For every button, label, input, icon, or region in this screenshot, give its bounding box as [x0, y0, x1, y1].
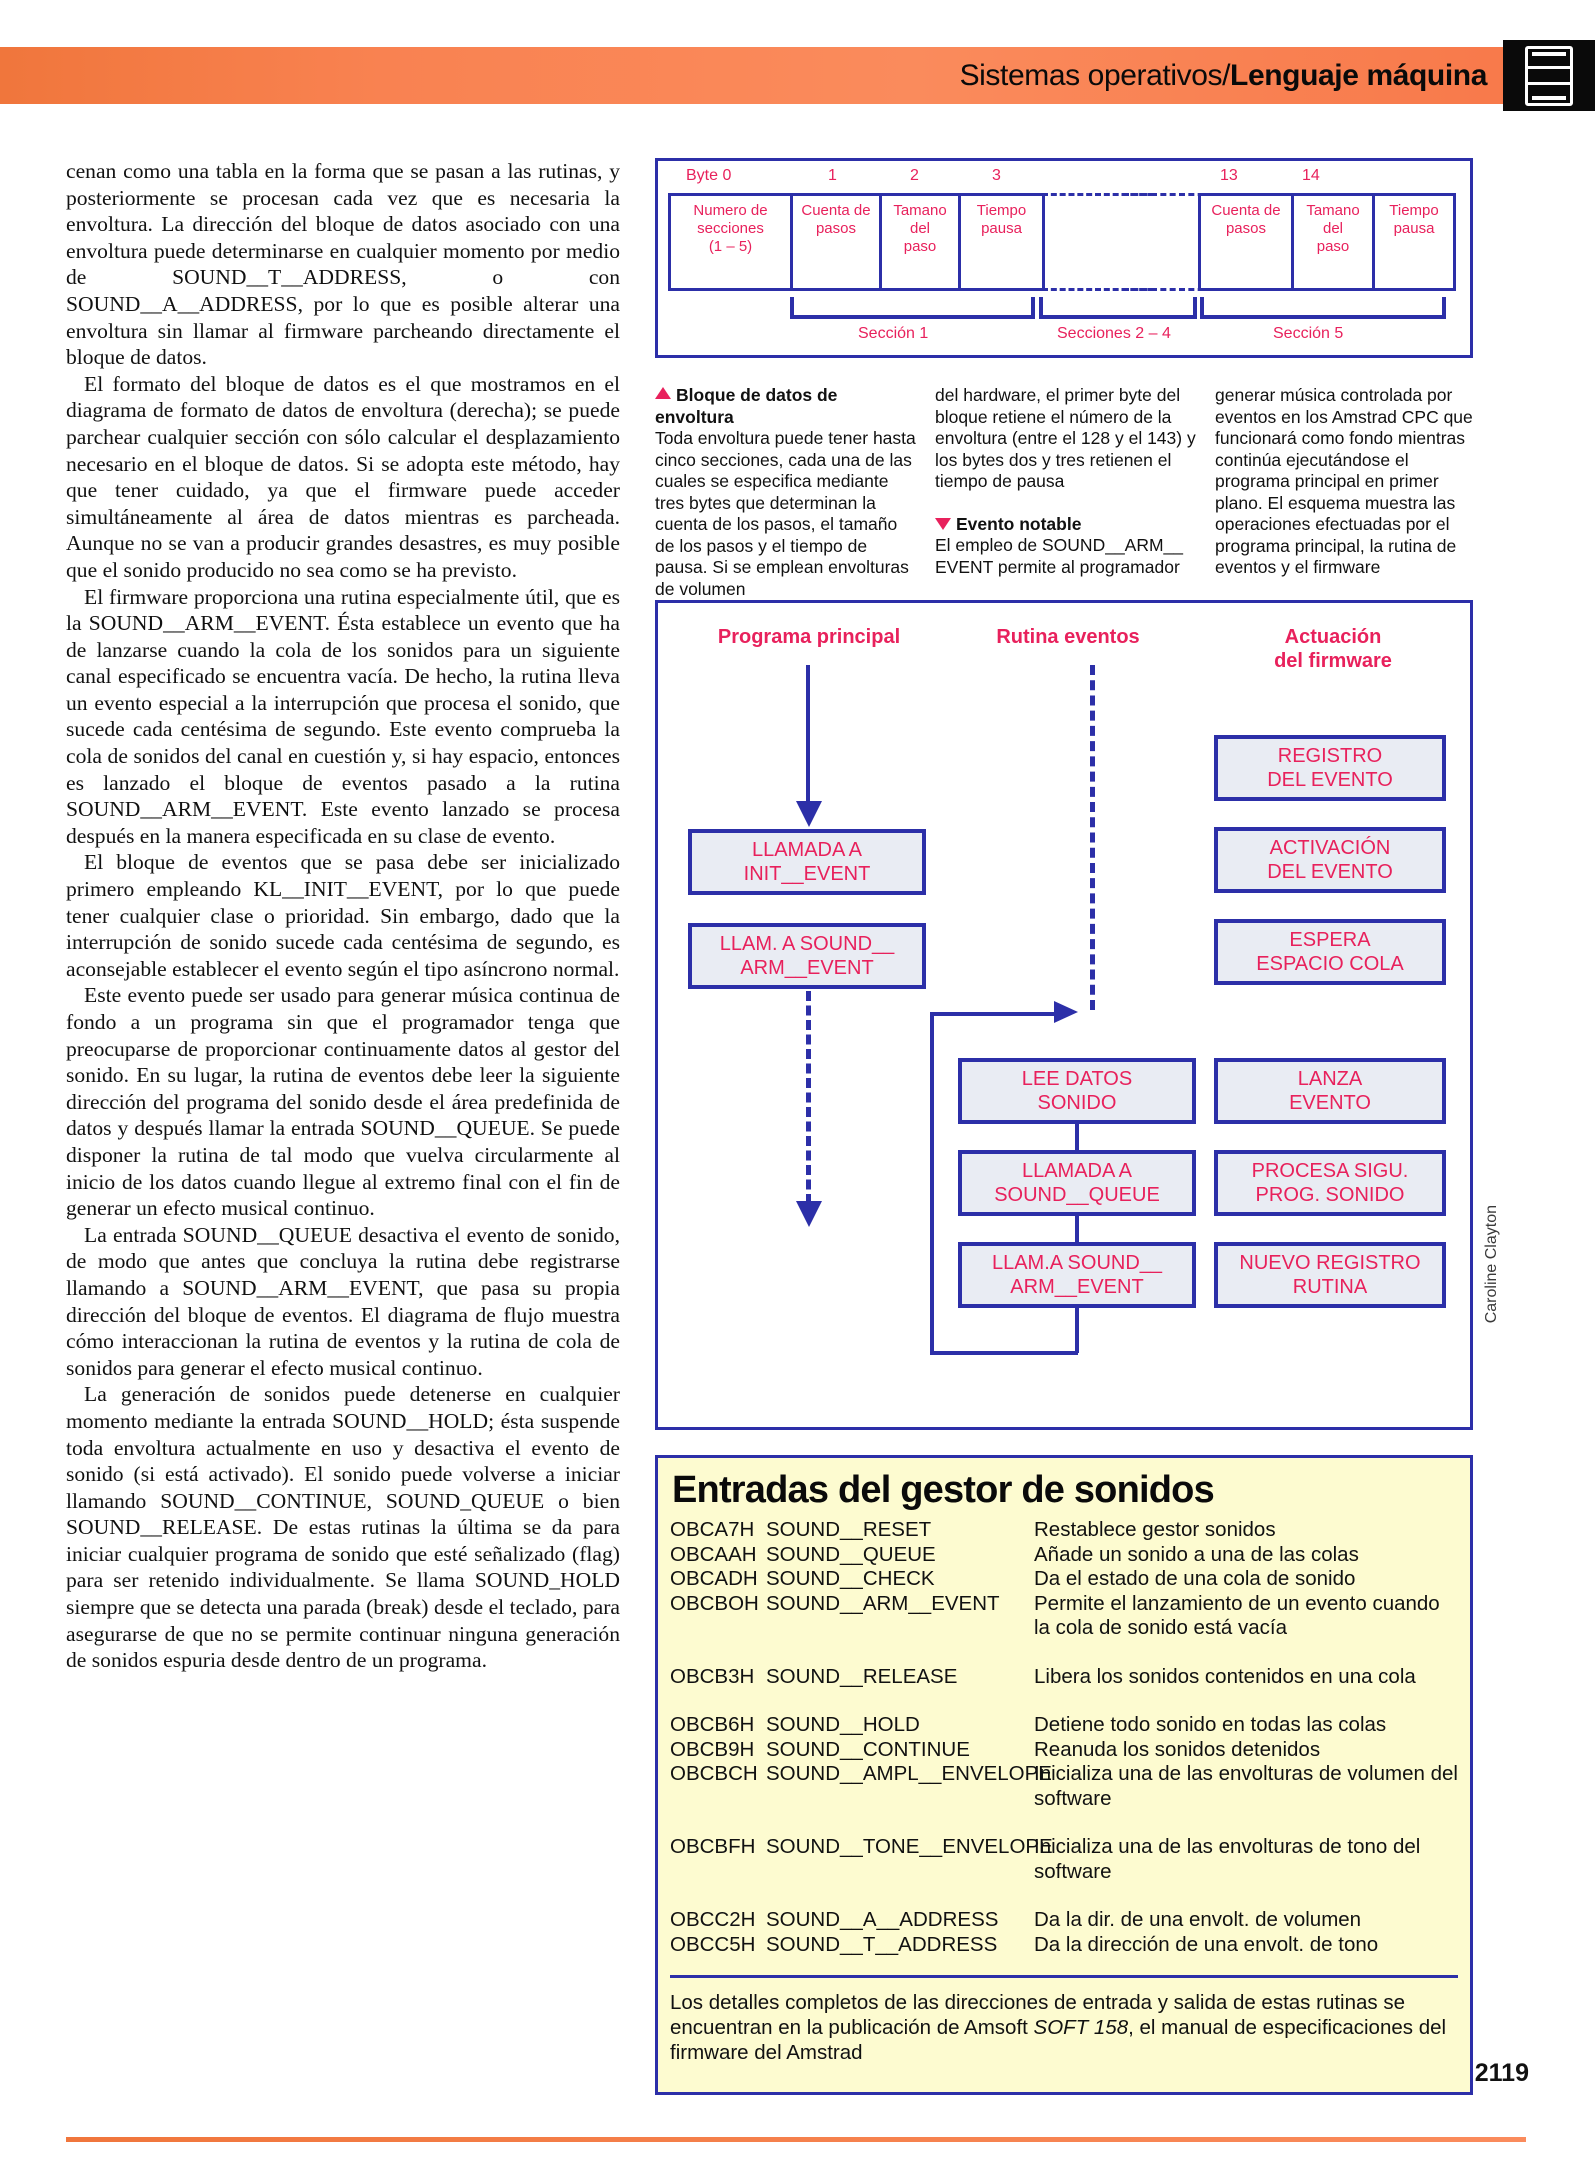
entry-address: OBCC2H: [670, 1908, 756, 1931]
table-row: [670, 1713, 1458, 1738]
flow-box-llam-sound-arm-event: LLAM. A SOUND__ ARM__EVENT: [688, 923, 926, 989]
section-label-5: Sección 5: [1273, 325, 1344, 342]
entry-name: SOUND__ARM__EVENT: [766, 1591, 1000, 1615]
entry-name: SOUND__A__ADDRESS: [766, 1908, 999, 1931]
main-flow-arrow-1: [796, 801, 822, 827]
caption-column-3: [1215, 385, 1477, 600]
article-paragraph: Este evento puede ser usado para generar música continua de fondo a un programa sin que el programador tenga que preocuparse de proporcionar continuamente datos al gestor del sonido. En su lugar, la rutina de eventos debe leer la siguiente dirección del programa del sonido desde el área predefinida de datos y después llamar la entrada SOUND__QUEUE. Se puede disponer la rutina de tal modo que vuelva circularmente al inicio de los datos cuando llegue al extremo final con el fin de generar un efecto musical continuo.: [66, 983, 620, 1221]
figure-captions: [655, 385, 1480, 600]
byte-cell-13: Cuenta de pasos: [1198, 193, 1294, 291]
byte-index-labels: [658, 167, 1470, 193]
header-title-section: Sistemas operativos/: [959, 59, 1231, 92]
byte-cell-2: Tamano del paso: [879, 193, 961, 291]
flow-box-lee-datos-sonido: LEE DATOS SONIDO: [958, 1058, 1196, 1124]
flow-heading-firmware: Actuación del firmware: [1274, 626, 1392, 672]
entry-address: OBCB9H: [670, 1737, 755, 1761]
byte-cell-3: Tiempo pausa: [958, 193, 1045, 291]
header-title-subject: Lenguaje máquina: [1230, 59, 1487, 92]
article-paragraph: La entrada SOUND__QUEUE desactiva el evento de sonido, de modo que antes que concluya la rutina debe registrarse llamando a SOUND__ARM__EVENT, que pasa su propia dirección del bloque de eventos. El diagrama de flujo muestra cómo interaccionan la rutina de eventos y la rutina de cola de sonidos para generar el efecto musical continuo.: [66, 1222, 620, 1380]
triangle-up-icon: [655, 387, 671, 399]
triangle-down-icon: [935, 518, 951, 530]
entry-address: OBCB6H: [670, 1713, 755, 1736]
byte-label: 2: [910, 167, 919, 184]
flow-box-llam-sound-arm-event-2: LLAM.A SOUND__ ARM__EVENT: [958, 1242, 1196, 1308]
event-loop-top-line: [930, 1012, 1058, 1016]
entries-table-note: [670, 1975, 1458, 2065]
entry-name: SOUND__RESET: [766, 1518, 932, 1541]
byte-cell-1: Cuenta de pasos: [790, 193, 882, 291]
table-row: [670, 1567, 1458, 1592]
entry-description: Añade un sonido a una de las colas: [1034, 1542, 1359, 1566]
entry-name: SOUND__T__ADDRESS: [766, 1932, 998, 1956]
entry-description: Da el estado de una cola de sonido: [1034, 1567, 1356, 1590]
table-row-spacer: [670, 1641, 1458, 1665]
table-row: [670, 1665, 1458, 1690]
entry-description: Da la dir. de una envolt. de volumen: [1034, 1908, 1362, 1931]
caption-1-body: Toda envoltura puede tener hasta cinco secciones, cada una de las cuales se especifica mediante tres bytes que determinan la cuenta de los pasos, el tamaño de los pasos y el tiempo de pausa. Si se emplean envolturas de volumen: [655, 428, 916, 599]
table-row: [670, 1592, 1458, 1641]
caption-1-heading-text: Bloque de datos de envoltura: [655, 385, 838, 427]
flow-box-procesa-sigu-prog-sonido: PROCESA SIGU. PROG. SONIDO: [1214, 1150, 1446, 1216]
flow-heading-main-program: Programa principal: [717, 626, 901, 648]
sections-2-4-brace: [1039, 297, 1197, 319]
table-row: [670, 1933, 1458, 1958]
entry-address: OBCA7H: [670, 1518, 755, 1541]
page-number: 2119: [1474, 2059, 1529, 2087]
flow-box-nuevo-registro-rutina: NUEVO REGISTRO RUTINA: [1214, 1242, 1446, 1308]
main-flow-arrow-2: [796, 1201, 822, 1227]
table-row: [670, 1908, 1458, 1933]
table-row: [670, 1835, 1458, 1884]
flow-box-llamada-init-event: LLAMADA A INIT__EVENT: [688, 829, 926, 895]
caption-2-gap: [935, 493, 1197, 514]
section-label-2-4: Secciones 2 – 4: [1057, 325, 1171, 342]
table-row-spacer: [670, 1689, 1458, 1713]
byte-label: 1: [828, 167, 837, 184]
caption-column-2: [935, 385, 1197, 600]
byte-label: 3: [992, 167, 1001, 184]
byte-cell-14: Tamano del paso: [1291, 193, 1375, 291]
amstrad-chip-logo-icon: [1503, 40, 1595, 111]
caption-2-body-top: del hardware, el primer byte del bloque retiene el número de la envoltura (entre el 128 y el 143) y los bytes dos y tres retienen el tiempo de pausa: [935, 385, 1196, 491]
table-row: [670, 1762, 1458, 1811]
illustration-credit: Caroline Clayton: [1483, 1205, 1500, 1324]
entry-address: OBCAAH: [670, 1542, 757, 1566]
entry-description: Permite el lanzamiento de un evento cuando la cola de sonido está vacía: [1034, 1591, 1440, 1639]
page-header-title: [960, 56, 1487, 96]
note-part-a: Los detalles completos de las direcciones de entrada y salida de estas rutinas se encuentran en la publicación de Amsoft: [670, 1991, 1406, 2039]
flow-box-lanza-evento: LANZA EVENTO: [1214, 1058, 1446, 1124]
sound-manager-entries-panel: [655, 1455, 1473, 2095]
chip-bar-bottom: [1532, 96, 1566, 100]
entry-address: OBCB3H: [670, 1664, 755, 1688]
entry-address: OBCBOH: [670, 1591, 759, 1615]
event-loop-left-line: [930, 1012, 934, 1355]
entry-name: SOUND__CHECK: [766, 1567, 935, 1590]
event-flow-connector-2: [1075, 1216, 1079, 1242]
event-loop-arrow: [1054, 1001, 1078, 1023]
byte-cell-0: Numero de secciones (1 – 5): [668, 193, 793, 291]
article-body: [66, 158, 620, 1674]
event-flow-connector-1: [1075, 1124, 1079, 1150]
entry-name: SOUND__AMPL__ENVELOPE: [766, 1762, 1052, 1785]
byte-label: Byte 0: [686, 167, 732, 184]
section-1-brace: [790, 297, 1035, 319]
table-row: [670, 1738, 1458, 1763]
event-loop-bottom-line: [930, 1351, 1078, 1355]
caption-column-1: [655, 385, 917, 600]
table-row: [670, 1518, 1458, 1543]
entry-name: SOUND__HOLD: [766, 1713, 920, 1736]
table-row-spacer: [670, 1811, 1458, 1835]
event-routine-dashed-separator: [1090, 665, 1095, 1010]
event-loop-down-line: [1075, 1308, 1079, 1353]
table-row: [670, 1543, 1458, 1568]
article-paragraph: El formato del bloque de datos es el que mostramos en el diagrama de formato de datos de envoltura (derecha); se puede parchear cualquier sección con sólo calcular el desplazamiento necesario en el bloque de datos. Si se adopta este método, hay que tener cuidado, ya que el firmware puede acceder simultáneamente al área de datos mientras es parcheada. Aunque no se van a producir grandes desastres, es muy posible que el sonido producido no sea como se ha previsto.: [66, 371, 620, 582]
entry-address: OBCBFH: [670, 1835, 756, 1858]
chip-bar-mid: [1528, 66, 1570, 85]
byte-cell-15: Tiempo pausa: [1372, 193, 1456, 291]
entry-description: Reanuda los sonidos detenidos: [1034, 1737, 1321, 1761]
flow-box-activacion-del-evento: ACTIVACIÓN DEL EVENTO: [1214, 827, 1446, 893]
article-paragraph: El firmware proporciona una rutina especialmente útil, que es la SOUND__ARM__EVENT. Ésta establece un evento que ha de lanzarse cuando la cola de los sonidos para un siguiente canal especificado se encuentra vacía. De hecho, la rutina lleva un evento especial a la interrupción que procesa el sonido, que sucede cada centésima de segundo. Este evento comprueba la cola de sonidos del canal en cuestión y, si hay espacio, entonces es lanzado el bloque de eventos pasado a la rutina SOUND__ARM__EVENT. Este evento lanzado se procesa después en la manera especificada en su clase de evento.: [66, 584, 620, 848]
flow-box-espera-espacio-cola: ESPERA ESPACIO COLA: [1214, 919, 1446, 985]
caption-2-body-bottom: El empleo de SOUND__ARM__ EVENT permite al programador: [935, 535, 1184, 577]
section-label-1: Sección 1: [858, 325, 929, 342]
entry-address: OBCC5H: [670, 1932, 756, 1956]
note-reference-title: SOFT 158: [1033, 2016, 1129, 2039]
flow-heading-event-routine: Rutina eventos: [996, 626, 1140, 648]
entry-description: Restablece gestor sonidos: [1034, 1518, 1276, 1541]
entry-description: Da la dirección de una envolt. de tono: [1034, 1932, 1379, 1956]
event-flow-diagram: [655, 600, 1473, 1430]
caption-3-body: generar música controlada por eventos en los Amstrad CPC que funcionará como fondo mientras continúa ejecutándose el programa principal en primer plano. El esquema muestra las operaciones efectuadas por el programa principal, la rutina de eventos y el firmware: [1215, 385, 1473, 577]
main-flow-line-1: [806, 665, 810, 805]
chip-bar-top: [1532, 52, 1566, 56]
byte-label: 14: [1302, 167, 1320, 184]
entry-name: SOUND__TONE__ENVELOPE: [766, 1835, 1053, 1858]
note-part-c: , el manual de especificaciones del firmware del Amstrad: [670, 2016, 1447, 2064]
article-paragraph: La generación de sonidos puede detenerse en cualquier momento mediante la entrada SOUND__HOLD; ésta suspende toda envoltura actualmente en uso y desactiva el evento de sonido (si está activado). El sonido puede volverse a iniciar llamando SOUND__CONTINUE, SOUND_QUEUE o bien SOUND__RELEASE. De estas rutinas la última se da para iniciar cualquier programa de sonido que esté señalizado (flag) para ser retenido individualmente. Se llama SOUND_HOLD siempre que se detecta una parada (break) desde el teclado, para asegurarse de que no se permite continuar ninguna generación de sonidos espuria desde dentro de un programa.: [66, 1382, 620, 1673]
chip-glyph: [1525, 46, 1573, 106]
flow-box-llamada-sound-queue: LLAMADA A SOUND__QUEUE: [958, 1150, 1196, 1216]
entries-table-rows: [670, 1518, 1458, 1957]
flow-box-registro-del-evento: REGISTRO DEL EVENTO: [1214, 735, 1446, 801]
footer-orange-rule: [66, 2137, 1526, 2142]
entry-address: OBCBCH: [670, 1762, 758, 1785]
entry-address: OBCADH: [670, 1567, 758, 1590]
article-paragraph: cenan como una tabla en la forma que se pasan a las rutinas, y posteriormente se procesan cada vez que es necesaria la envoltura. La dirección del bloque de datos asociado con una envoltura puede determinarse en cualquier momento por medio de SOUND__T__ADDRESS, o con SOUND__A__ADDRESS, por lo que es posible alterar una envoltura sin llamar al firmware parcheando directamente el bloque de datos.: [66, 159, 620, 370]
envelope-data-block-diagram: [655, 158, 1473, 358]
entry-description: Libera los sonidos contenidos en una cola: [1034, 1664, 1416, 1688]
entries-table-title: Entradas del gestor de sonidos: [672, 1469, 1214, 1511]
caption-2-heading-text: Evento notable: [956, 513, 1082, 534]
entry-name: SOUND__QUEUE: [766, 1542, 936, 1566]
entry-description: Detiene todo sonido en todas las colas: [1034, 1713, 1387, 1736]
entry-description: Inicializa una de las envolturas de volumen del software: [1034, 1762, 1458, 1810]
table-row-spacer: [670, 1884, 1458, 1908]
caption-1-heading: [655, 385, 917, 428]
entry-name: SOUND__RELEASE: [766, 1664, 958, 1688]
entry-description: Inicializa una de las envolturas de tono del software: [1034, 1835, 1421, 1883]
byte-label: 13: [1220, 167, 1238, 184]
section-5-brace: [1200, 297, 1446, 319]
caption-2-heading: [935, 514, 1197, 536]
entry-name: SOUND__CONTINUE: [766, 1737, 970, 1761]
main-flow-dashed-line: [806, 991, 811, 1204]
article-paragraph: El bloque de eventos que se pasa debe ser inicializado primero empleando KL__INIT__EVENT, por lo que puede tener cualquier clase o prioridad. Sin embargo, dado que la interrupción de sonido sucede cada centésima de segundo, es aconsejable establecer el evento según el tipo asíncrono normal.: [66, 850, 620, 981]
